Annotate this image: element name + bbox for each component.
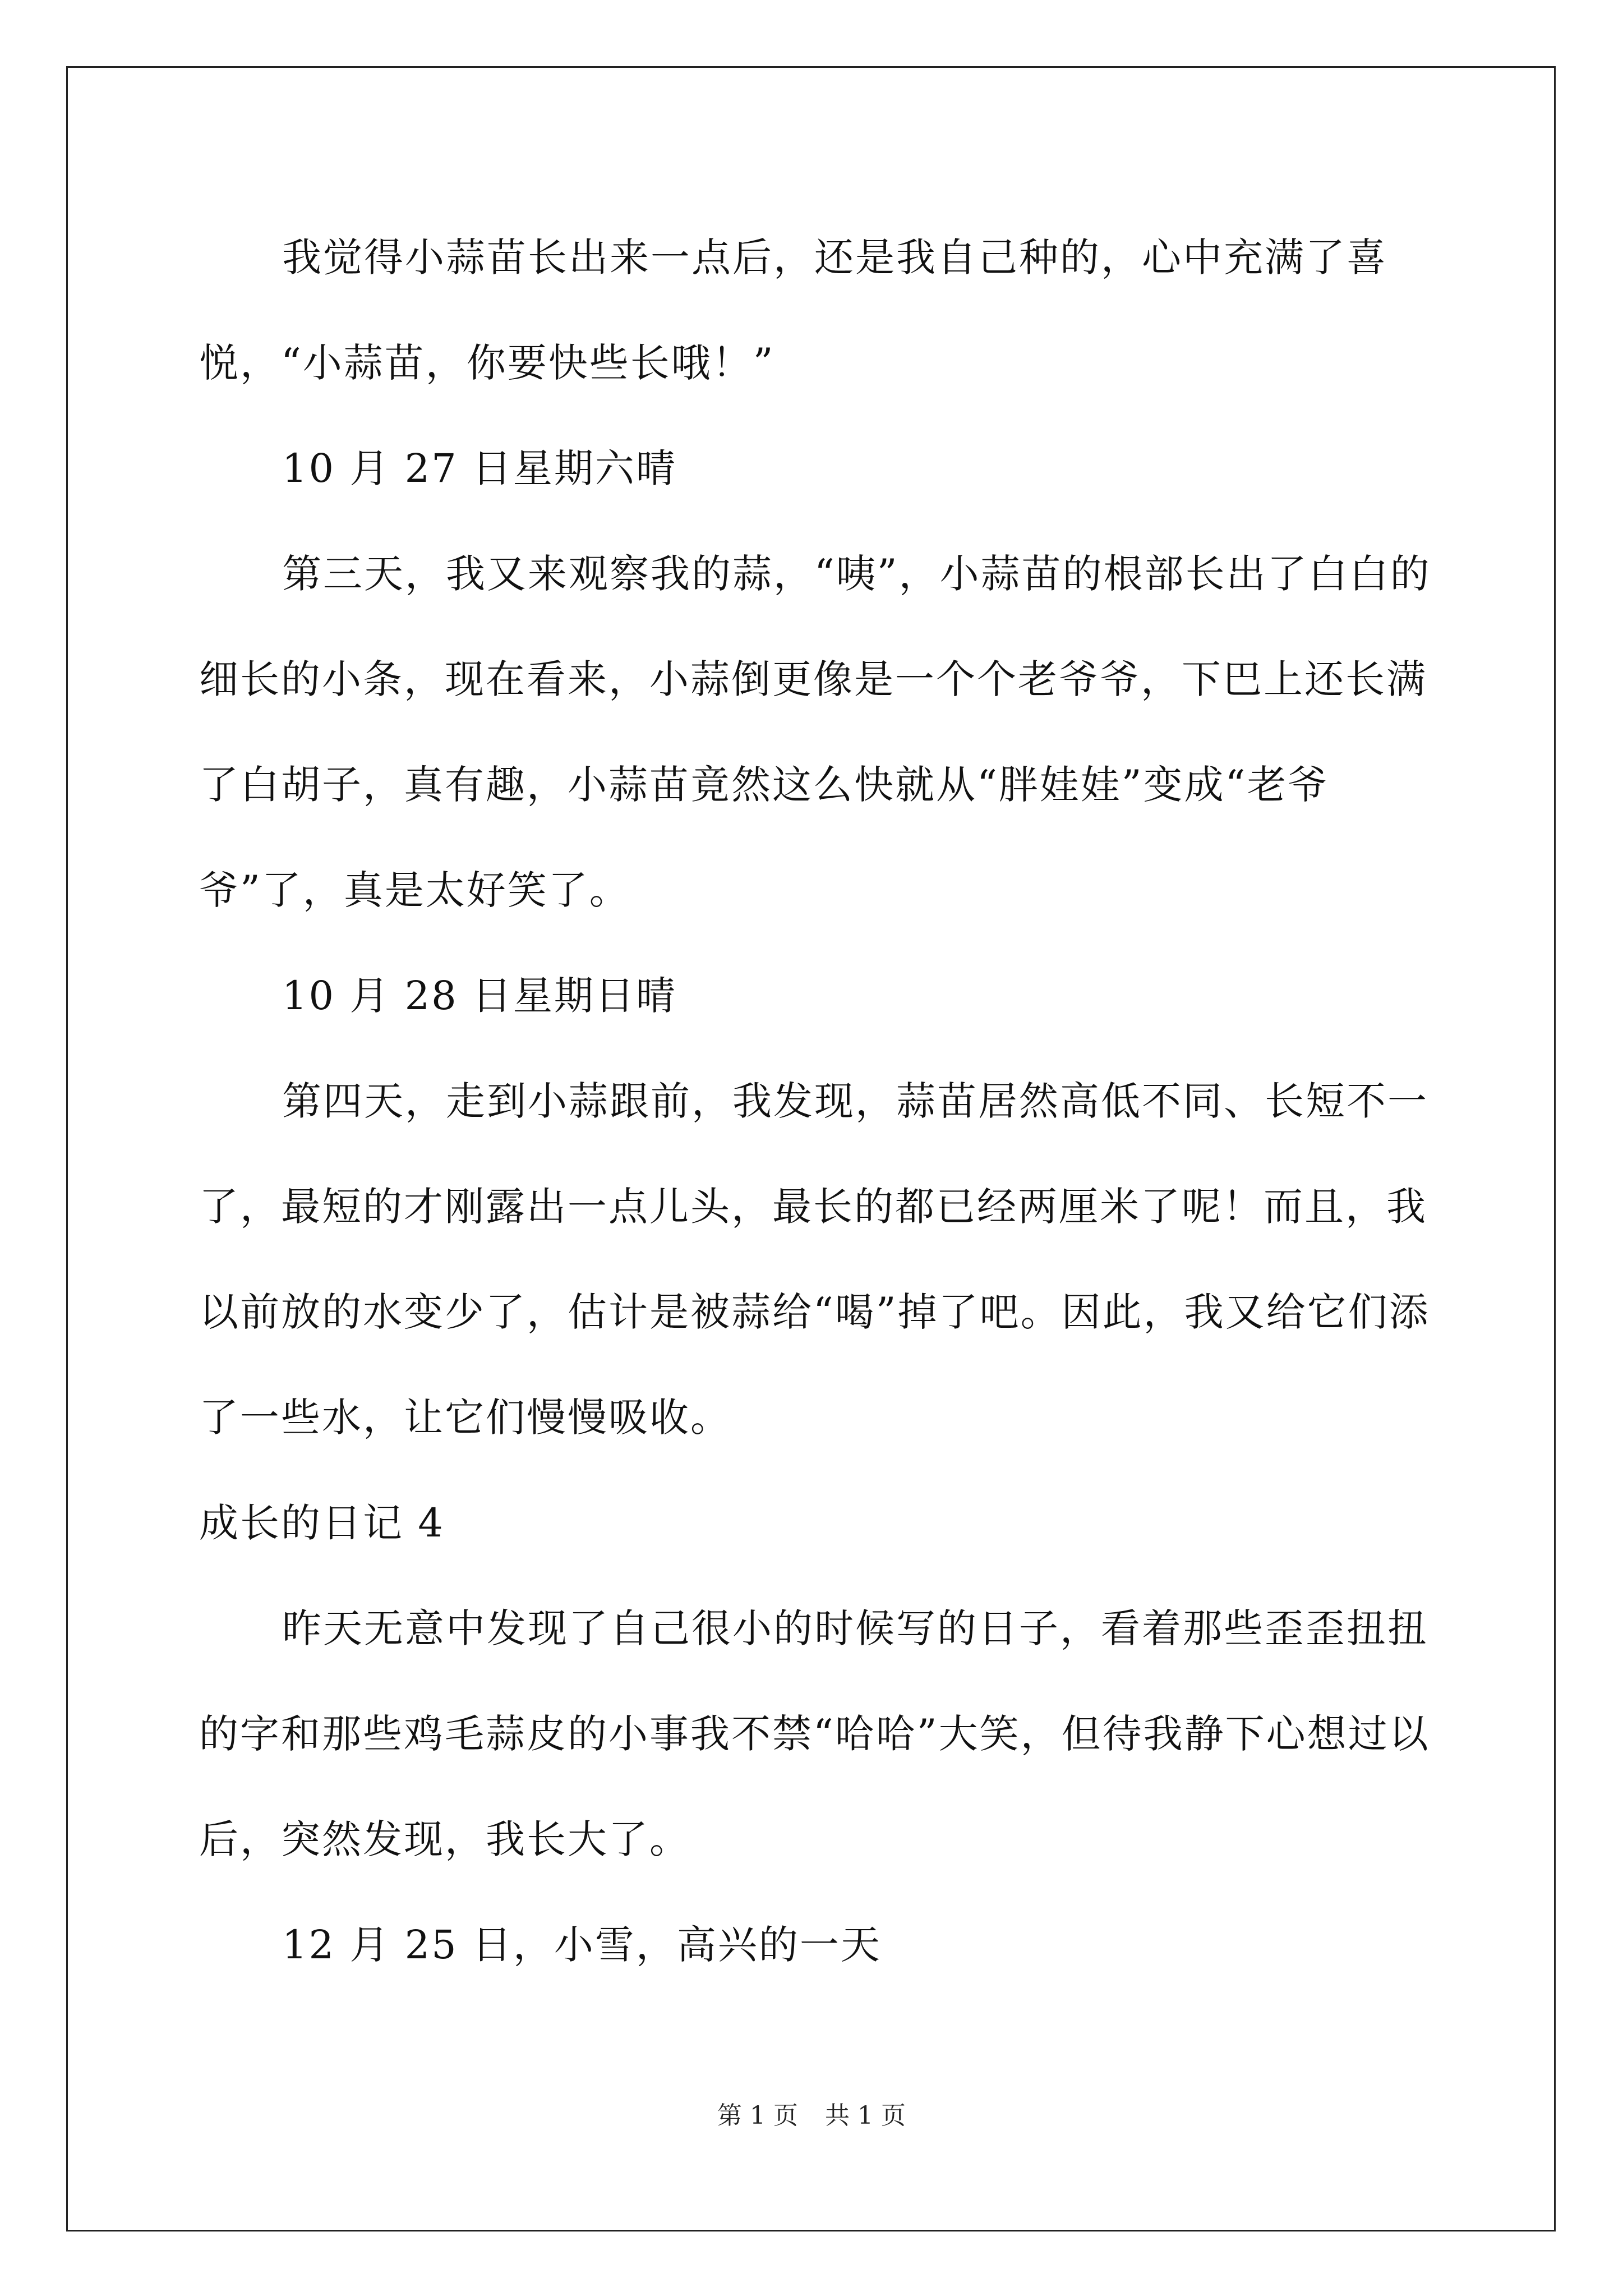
paragraph: 我觉得小蒜苗长出来一点后，还是我自己种的，心中充满了喜悦，“小蒜苗，你要快些长哦！” [199, 234, 1387, 386]
document-body [199, 205, 1438, 1998]
date-heading: 10 月 27 日星期六晴 [282, 445, 677, 491]
paragraph: 第三天，我又来观察我的蒜，“咦”，小蒜苗的根部长出了白白的细长的小条，现在看来，小蒜倒更像是一个个老爷爷，下巴上还长满了白胡子，真有趣，小蒜苗竟然这么快就从“胖娃娃”变成“老爷爷”了，真是太好笑了。 [199, 551, 1431, 913]
page-footer [0, 2099, 1623, 2133]
date-heading: 12 月 25 日，小雪，高兴的一天 [282, 1922, 882, 1968]
paragraph: 昨天无意中发现了自己很小的时候写的日子，看着那些歪歪扭扭的字和那些鸡毛蒜皮的小事我不禁“哈哈”大笑，但待我静下心想过以后，突然发现，我长大了。 [199, 1605, 1430, 1862]
paragraph: 第四天，走到小蒜跟前，我发现，蒜苗居然高低不同、长短不一了，最短的才刚露出一点儿头，最长的都已经两厘米了呢！而且，我以前放的水变少了，估计是被蒜给“喝”掉了吧。因此，我又给它们添了一些水，让它们慢慢吸收。 [199, 1078, 1430, 1441]
page-number: 第 1 页 [717, 2101, 798, 2130]
section-title: 成长的日记 4 [199, 1500, 445, 1546]
page-total: 共 1 页 [825, 2101, 906, 2130]
date-heading: 10 月 28 日星期日晴 [282, 973, 677, 1019]
